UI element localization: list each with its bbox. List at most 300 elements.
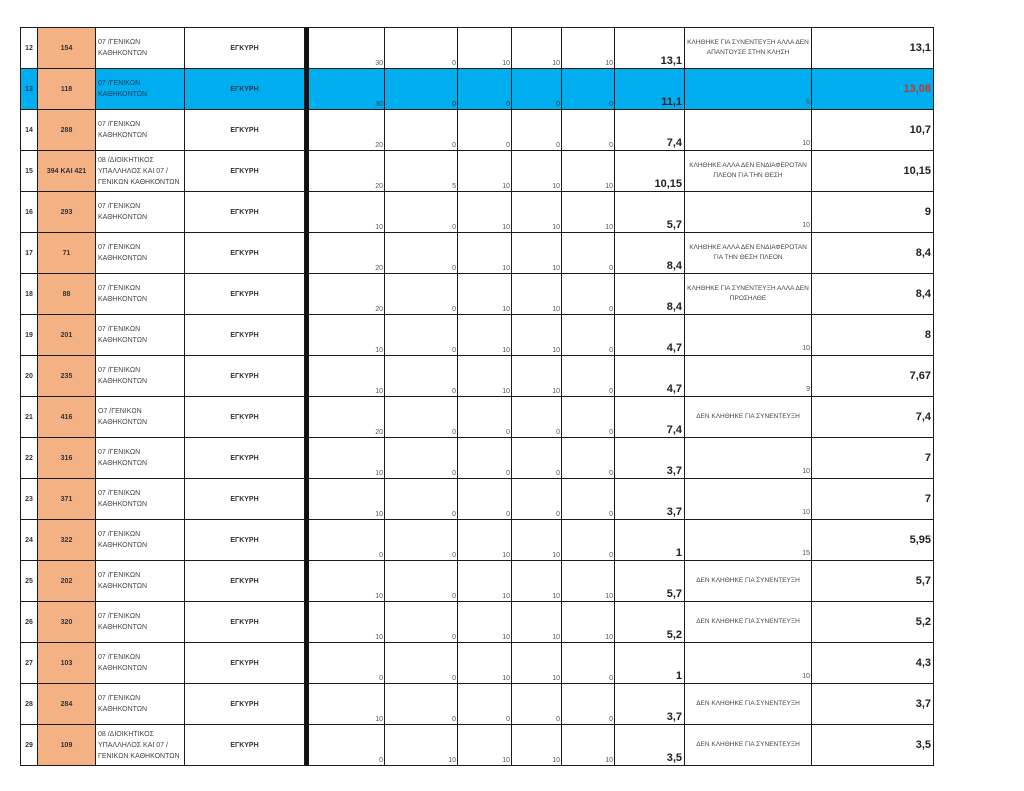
subtotal-cell[interactable]: [615, 479, 685, 520]
score-d-cell[interactable]: [512, 69, 562, 110]
status-cell[interactable]: [185, 69, 305, 110]
score-c-value: 10: [502, 60, 510, 67]
interview-score-value: 10: [802, 673, 810, 680]
application-id-cell[interactable]: [38, 110, 96, 151]
subtotal-cell[interactable]: [615, 315, 685, 356]
total-score-cell[interactable]: [812, 233, 934, 274]
score-c-cell[interactable]: [458, 69, 512, 110]
application-id-cell[interactable]: [38, 684, 96, 725]
score-d-value: 0: [556, 511, 560, 518]
subtotal-cell[interactable]: [615, 725, 685, 766]
total-score-cell[interactable]: [812, 28, 934, 69]
application-id-cell[interactable]: [38, 643, 96, 684]
rank-value: 15: [25, 167, 33, 175]
score-d-cell[interactable]: [512, 356, 562, 397]
specialty-cell[interactable]: [96, 643, 185, 684]
total-score-cell[interactable]: [812, 725, 934, 766]
score-e-cell[interactable]: [562, 356, 615, 397]
application-id-cell[interactable]: [38, 192, 96, 233]
score-a-cell[interactable]: [309, 110, 385, 151]
specialty-value: 07 /ΓΕΝΙΚΩΝ ΚΑΘΗΚΟΝΤΩΝ: [98, 531, 148, 549]
application-id-value: 202: [60, 577, 73, 585]
score-a-cell[interactable]: [309, 725, 385, 766]
score-e-value: 0: [609, 101, 613, 108]
score-d-cell[interactable]: [512, 684, 562, 725]
rank-cell[interactable]: [21, 479, 38, 520]
application-id-cell[interactable]: [38, 479, 96, 520]
score-d-cell[interactable]: [512, 110, 562, 151]
table-row: [21, 151, 934, 192]
interview-note-cell[interactable]: [685, 684, 812, 725]
score-c-value: 0: [506, 511, 510, 518]
specialty-cell[interactable]: [96, 438, 185, 479]
specialty-cell[interactable]: [96, 561, 185, 602]
score-d-cell[interactable]: [512, 151, 562, 192]
subtotal-cell[interactable]: [615, 28, 685, 69]
rank-value: 29: [25, 741, 33, 749]
status-cell[interactable]: [185, 479, 305, 520]
score-e-cell[interactable]: [562, 151, 615, 192]
score-a-cell[interactable]: [309, 233, 385, 274]
rank-cell[interactable]: [21, 438, 38, 479]
score-b-value: 0: [452, 347, 456, 354]
specialty-cell[interactable]: [96, 151, 185, 192]
rank-cell[interactable]: [21, 520, 38, 561]
total-score-value: 13,1: [909, 42, 931, 54]
score-a-cell[interactable]: [309, 356, 385, 397]
status-cell[interactable]: [185, 684, 305, 725]
specialty-cell[interactable]: [96, 602, 185, 643]
specialty-cell[interactable]: [96, 684, 185, 725]
application-id-cell[interactable]: [38, 725, 96, 766]
subtotal-value: 5,7: [666, 219, 682, 231]
score-a-cell[interactable]: [309, 561, 385, 602]
score-c-cell[interactable]: [458, 110, 512, 151]
interview-note-cell[interactable]: [685, 274, 812, 315]
rank-cell[interactable]: [21, 397, 38, 438]
specialty-cell[interactable]: [96, 479, 185, 520]
score-b-cell[interactable]: [385, 643, 458, 684]
specialty-cell[interactable]: [96, 397, 185, 438]
subtotal-value: 1: [675, 547, 682, 559]
rank-cell[interactable]: [21, 602, 38, 643]
subtotal-cell[interactable]: [615, 397, 685, 438]
total-score-cell[interactable]: [812, 110, 934, 151]
total-score-cell[interactable]: [812, 151, 934, 192]
application-id-cell[interactable]: [38, 28, 96, 69]
specialty-value: 07 /ΓΕΝΙΚΩΝ ΚΑΘΗΚΟΝΤΩΝ: [98, 39, 148, 57]
score-e-cell[interactable]: [562, 725, 615, 766]
score-c-cell[interactable]: [458, 192, 512, 233]
score-a-cell[interactable]: [309, 69, 385, 110]
application-id-value: 320: [60, 618, 73, 626]
score-c-cell[interactable]: [458, 28, 512, 69]
subtotal-value: 3,7: [666, 506, 682, 518]
score-e-cell[interactable]: [562, 684, 615, 725]
application-id-cell[interactable]: [38, 69, 96, 110]
score-c-value: 10: [502, 388, 510, 395]
status-value: ΕΓΚΥΡΗ: [230, 126, 259, 134]
score-b-value: 0: [452, 429, 456, 436]
status-cell[interactable]: [185, 315, 305, 356]
status-cell[interactable]: [185, 233, 305, 274]
total-score-value: 7: [924, 452, 931, 464]
total-score-cell[interactable]: [812, 520, 934, 561]
score-b-cell[interactable]: [385, 397, 458, 438]
score-e-cell[interactable]: [562, 274, 615, 315]
status-cell[interactable]: [185, 561, 305, 602]
interview-note-cell[interactable]: [685, 28, 812, 69]
score-d-value: 10: [552, 183, 560, 190]
rank-cell[interactable]: [21, 561, 38, 602]
specialty-cell[interactable]: [96, 69, 185, 110]
score-c-cell[interactable]: [458, 684, 512, 725]
score-d-cell[interactable]: [512, 602, 562, 643]
score-a-cell[interactable]: [309, 192, 385, 233]
status-cell[interactable]: [185, 643, 305, 684]
interview-note-cell[interactable]: [685, 356, 812, 397]
application-id-cell[interactable]: [38, 397, 96, 438]
interview-note-cell[interactable]: [685, 151, 812, 192]
score-b-cell[interactable]: [385, 315, 458, 356]
application-id-cell[interactable]: [38, 602, 96, 643]
total-score-cell[interactable]: [812, 643, 934, 684]
subtotal-cell[interactable]: [615, 69, 685, 110]
table-row: [21, 69, 934, 110]
score-e-cell[interactable]: [562, 28, 615, 69]
score-c-cell[interactable]: [458, 479, 512, 520]
subtotal-value: 5,2: [666, 629, 682, 641]
score-b-cell[interactable]: [385, 28, 458, 69]
score-b-value: 0: [452, 634, 456, 641]
score-e-cell[interactable]: [562, 69, 615, 110]
score-d-cell[interactable]: [512, 274, 562, 315]
rank-cell[interactable]: [21, 110, 38, 151]
score-b-cell[interactable]: [385, 561, 458, 602]
score-c-value: 10: [502, 593, 510, 600]
score-c-cell[interactable]: [458, 233, 512, 274]
rank-cell[interactable]: [21, 69, 38, 110]
specialty-value: 07 /ΓΕΝΙΚΩΝ ΚΑΘΗΚΟΝΤΩΝ: [98, 654, 148, 672]
status-cell[interactable]: [185, 356, 305, 397]
total-score-cell[interactable]: [812, 274, 934, 315]
score-a-cell[interactable]: [309, 274, 385, 315]
score-b-cell[interactable]: [385, 520, 458, 561]
total-score-value: 9: [924, 206, 931, 218]
subtotal-cell[interactable]: [615, 110, 685, 151]
interview-note-cell[interactable]: [685, 233, 812, 274]
table-row: [21, 356, 934, 397]
status-cell[interactable]: [185, 520, 305, 561]
score-c-cell[interactable]: [458, 438, 512, 479]
application-id-value: 201: [60, 331, 73, 339]
application-id-cell[interactable]: [38, 151, 96, 192]
score-b-cell[interactable]: [385, 356, 458, 397]
application-id-value: 235: [60, 372, 73, 380]
score-a-value: 20: [375, 265, 383, 272]
score-a-cell[interactable]: [309, 28, 385, 69]
interview-score-value: 15: [802, 550, 810, 557]
status-cell[interactable]: [185, 725, 305, 766]
score-d-cell[interactable]: [512, 233, 562, 274]
total-score-value: 5,2: [915, 616, 931, 628]
score-e-cell[interactable]: [562, 561, 615, 602]
application-id-cell[interactable]: [38, 356, 96, 397]
status-value: ΕΓΚΥΡΗ: [230, 372, 259, 380]
table-row: [21, 602, 934, 643]
score-d-cell[interactable]: [512, 561, 562, 602]
score-d-cell[interactable]: [512, 192, 562, 233]
rank-cell[interactable]: [21, 315, 38, 356]
status-cell[interactable]: [185, 602, 305, 643]
score-e-cell[interactable]: [562, 520, 615, 561]
interview-note-cell[interactable]: [685, 69, 812, 110]
subtotal-value: 3,7: [666, 711, 682, 723]
total-score-cell[interactable]: [812, 69, 934, 110]
score-e-cell[interactable]: [562, 110, 615, 151]
specialty-cell[interactable]: [96, 192, 185, 233]
score-d-value: 10: [552, 593, 560, 600]
application-id-cell[interactable]: [38, 274, 96, 315]
subtotal-cell[interactable]: [615, 356, 685, 397]
specialty-cell[interactable]: [96, 233, 185, 274]
score-b-cell[interactable]: [385, 684, 458, 725]
score-d-cell[interactable]: [512, 725, 562, 766]
score-c-value: 10: [502, 183, 510, 190]
score-c-cell[interactable]: [458, 397, 512, 438]
application-id-cell[interactable]: [38, 315, 96, 356]
subtotal-cell[interactable]: [615, 684, 685, 725]
total-score-cell[interactable]: [812, 315, 934, 356]
score-b-cell[interactable]: [385, 438, 458, 479]
score-c-cell[interactable]: [458, 602, 512, 643]
application-id-value: 109: [60, 741, 73, 749]
interview-note-cell[interactable]: [685, 397, 812, 438]
score-d-cell[interactable]: [512, 397, 562, 438]
application-id-cell[interactable]: [38, 233, 96, 274]
total-score-cell[interactable]: [812, 602, 934, 643]
score-d-cell[interactable]: [512, 520, 562, 561]
subtotal-cell[interactable]: [615, 643, 685, 684]
score-d-cell[interactable]: [512, 643, 562, 684]
score-b-cell[interactable]: [385, 233, 458, 274]
rank-cell[interactable]: [21, 684, 38, 725]
score-c-value: 0: [506, 470, 510, 477]
status-cell[interactable]: [185, 438, 305, 479]
score-e-value: 0: [609, 552, 613, 559]
rank-value: 27: [25, 659, 33, 667]
score-a-cell[interactable]: [309, 520, 385, 561]
score-a-value: 10: [375, 347, 383, 354]
total-score-cell[interactable]: [812, 438, 934, 479]
score-e-value: 10: [605, 224, 613, 231]
subtotal-cell[interactable]: [615, 520, 685, 561]
rank-value: 22: [25, 454, 33, 462]
status-cell[interactable]: [185, 151, 305, 192]
specialty-cell[interactable]: [96, 274, 185, 315]
score-a-cell[interactable]: [309, 151, 385, 192]
score-b-cell[interactable]: [385, 602, 458, 643]
score-b-cell[interactable]: [385, 151, 458, 192]
specialty-cell[interactable]: [96, 110, 185, 151]
score-a-cell[interactable]: [309, 397, 385, 438]
total-score-value: 7,67: [909, 370, 931, 382]
application-id-cell[interactable]: [38, 561, 96, 602]
application-id-cell[interactable]: [38, 438, 96, 479]
subtotal-cell[interactable]: [615, 274, 685, 315]
status-cell[interactable]: [185, 110, 305, 151]
interview-note-cell[interactable]: [685, 479, 812, 520]
subtotal-cell[interactable]: [615, 233, 685, 274]
score-e-cell[interactable]: [562, 315, 615, 356]
status-cell[interactable]: [185, 274, 305, 315]
status-cell[interactable]: [185, 192, 305, 233]
interview-note-text: ΔΕΝ ΚΛΗΘΗΚΕ ΓΙΑ ΣΥΝΕΝΤΕΥΞΗ: [696, 618, 800, 625]
rank-value: 18: [25, 290, 33, 298]
specialty-value: 07 /ΓΕΝΙΚΩΝ ΚΑΘΗΚΟΝΤΩΝ: [98, 326, 148, 344]
score-c-cell[interactable]: [458, 520, 512, 561]
score-a-cell[interactable]: [309, 479, 385, 520]
score-b-value: 0: [452, 142, 456, 149]
specialty-value: 08 /ΔΙΟΙΚΗΤΙΚΟΣ ΥΠΑΛΛΗΛΟΣ ΚΑΙ 07 /ΓΕΝΙΚΩΝ ΚΑΘΗΚΟΝΤΩΝ: [98, 730, 180, 760]
score-c-cell[interactable]: [458, 315, 512, 356]
total-score-cell[interactable]: [812, 192, 934, 233]
rank-cell[interactable]: [21, 725, 38, 766]
score-e-cell[interactable]: [562, 643, 615, 684]
total-score-cell[interactable]: [812, 397, 934, 438]
score-c-cell[interactable]: [458, 356, 512, 397]
score-e-cell[interactable]: [562, 233, 615, 274]
rank-cell[interactable]: [21, 274, 38, 315]
rank-cell[interactable]: [21, 356, 38, 397]
score-d-value: 0: [556, 716, 560, 723]
score-e-value: 10: [605, 757, 613, 764]
score-a-cell[interactable]: [309, 438, 385, 479]
score-e-value: 10: [605, 60, 613, 67]
score-c-value: 10: [502, 347, 510, 354]
score-b-cell[interactable]: [385, 110, 458, 151]
interview-note-cell[interactable]: [685, 315, 812, 356]
status-cell[interactable]: [185, 28, 305, 69]
subtotal-cell[interactable]: [615, 151, 685, 192]
score-e-cell[interactable]: [562, 438, 615, 479]
subtotal-value: 7,4: [666, 137, 682, 149]
rank-cell[interactable]: [21, 643, 38, 684]
interview-note-text: ΔΕΝ ΚΛΗΘΗΚΕ ΓΙΑ ΣΥΝΕΝΤΕΥΞΗ: [696, 577, 800, 584]
rank-cell[interactable]: [21, 151, 38, 192]
interview-note-cell[interactable]: [685, 725, 812, 766]
score-d-cell[interactable]: [512, 438, 562, 479]
subtotal-cell[interactable]: [615, 602, 685, 643]
score-e-cell[interactable]: [562, 397, 615, 438]
total-score-cell[interactable]: [812, 684, 934, 725]
interview-note-cell[interactable]: [685, 110, 812, 151]
score-d-cell[interactable]: [512, 28, 562, 69]
rank-value: 14: [25, 126, 33, 134]
table-row: [21, 315, 934, 356]
table-row: [21, 643, 934, 684]
score-d-value: 10: [552, 634, 560, 641]
score-e-value: 0: [609, 511, 613, 518]
score-b-value: 0: [452, 265, 456, 272]
total-score-value: 8: [924, 329, 931, 341]
subtotal-cell[interactable]: [615, 438, 685, 479]
score-b-cell[interactable]: [385, 725, 458, 766]
score-b-cell[interactable]: [385, 69, 458, 110]
status-value: ΕΓΚΥΡΗ: [230, 208, 259, 216]
score-c-cell[interactable]: [458, 643, 512, 684]
score-b-cell[interactable]: [385, 274, 458, 315]
interview-note-cell[interactable]: [685, 602, 812, 643]
score-a-cell[interactable]: [309, 315, 385, 356]
subtotal-cell[interactable]: [615, 192, 685, 233]
score-e-cell[interactable]: [562, 479, 615, 520]
score-a-value: 20: [375, 306, 383, 313]
score-c-cell[interactable]: [458, 561, 512, 602]
score-a-cell[interactable]: [309, 602, 385, 643]
specialty-cell[interactable]: [96, 725, 185, 766]
score-b-value: 0: [452, 224, 456, 231]
score-c-cell[interactable]: [458, 274, 512, 315]
rank-cell[interactable]: [21, 192, 38, 233]
score-e-value: 0: [609, 142, 613, 149]
total-score-cell[interactable]: [812, 561, 934, 602]
interview-note-cell[interactable]: [685, 561, 812, 602]
score-c-cell[interactable]: [458, 151, 512, 192]
interview-note-cell[interactable]: [685, 520, 812, 561]
subtotal-value: 1: [675, 670, 682, 682]
subtotal-value: 4,7: [666, 342, 682, 354]
interview-note-cell[interactable]: [685, 643, 812, 684]
specialty-cell[interactable]: [96, 356, 185, 397]
score-a-value: 20: [375, 142, 383, 149]
specialty-cell[interactable]: [96, 28, 185, 69]
application-id-cell[interactable]: [38, 520, 96, 561]
score-d-cell[interactable]: [512, 315, 562, 356]
interview-score-value: 10: [802, 468, 810, 475]
rank-value: 19: [25, 331, 33, 339]
rank-cell[interactable]: [21, 233, 38, 274]
interview-score-value: 10: [802, 509, 810, 516]
ranking-table-body: [21, 28, 934, 766]
application-id-value: 154: [60, 44, 73, 52]
score-a-cell[interactable]: [309, 643, 385, 684]
rank-cell[interactable]: [21, 28, 38, 69]
score-e-cell[interactable]: [562, 192, 615, 233]
status-cell[interactable]: [185, 397, 305, 438]
score-a-value: 0: [379, 757, 383, 764]
score-e-cell[interactable]: [562, 602, 615, 643]
score-c-cell[interactable]: [458, 725, 512, 766]
interview-note-cell[interactable]: [685, 438, 812, 479]
interview-note-text: ΚΛΗΘΗΚΕ ΓΙΑ ΣΥΝΕΝΤΕΥΞΗ ΑΛΛΑ ΔΕΝ ΠΡΟΣΗΛΘΕ: [687, 285, 809, 302]
total-score-cell[interactable]: [812, 356, 934, 397]
score-e-value: 0: [609, 470, 613, 477]
table-row: [21, 520, 934, 561]
application-id-value: 118: [60, 85, 73, 93]
score-b-cell[interactable]: [385, 192, 458, 233]
score-d-cell[interactable]: [512, 479, 562, 520]
total-score-cell[interactable]: [812, 479, 934, 520]
score-b-cell[interactable]: [385, 479, 458, 520]
total-score-value: 10,7: [909, 124, 931, 136]
score-c-value: 10: [502, 675, 510, 682]
specialty-cell[interactable]: [96, 520, 185, 561]
specialty-cell[interactable]: [96, 315, 185, 356]
interview-note-cell[interactable]: [685, 192, 812, 233]
subtotal-cell[interactable]: [615, 561, 685, 602]
score-a-cell[interactable]: [309, 684, 385, 725]
